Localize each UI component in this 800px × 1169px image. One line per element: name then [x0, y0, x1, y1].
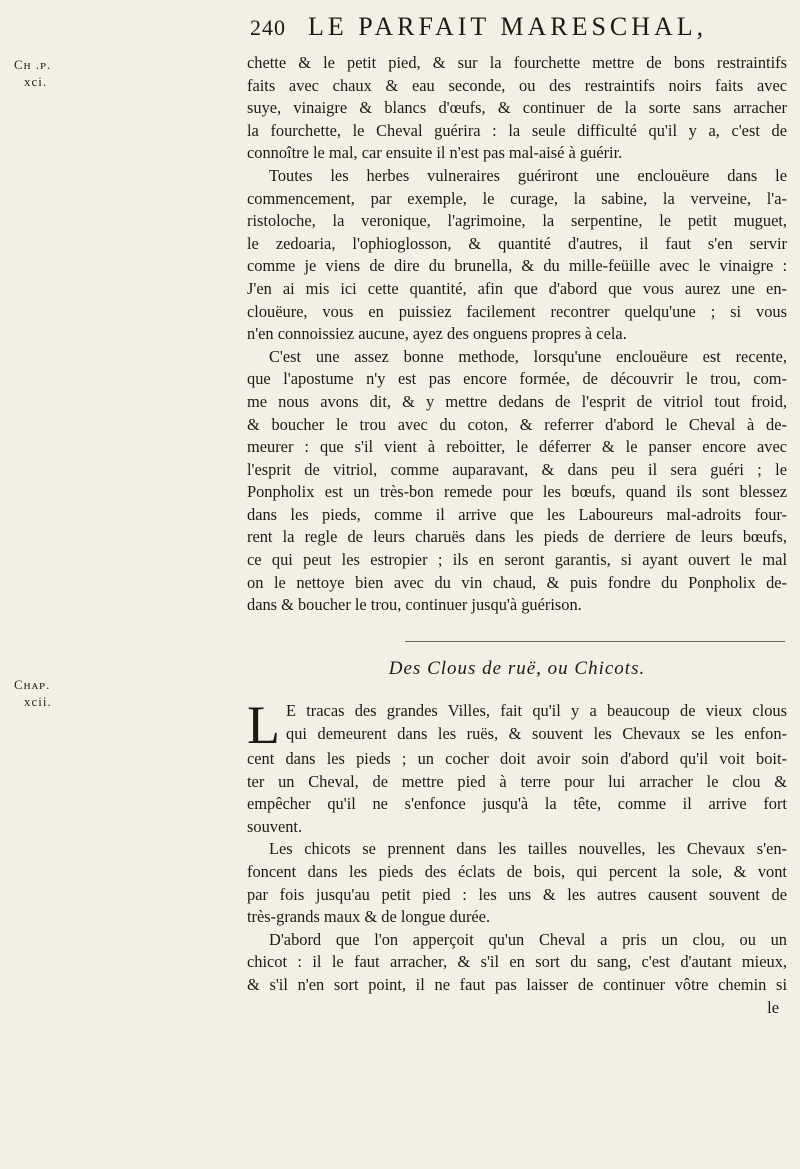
margin-note-chapter-92 — [14, 676, 52, 710]
text-line: chicot : il le faut arracher, & s'il en sort du sang, c'est d'autant mieux, — [247, 952, 787, 972]
text-line: rent la regle de leurs charuës dans les pieds de derriere de leurs bœufs, — [247, 527, 787, 547]
paragraph — [247, 52, 787, 165]
chapter-91-text — [247, 52, 787, 617]
text-line: C'est une assez bonne methode, lorsqu'une enclouëure est recente, — [269, 346, 787, 366]
text-line: Ponpholix est un très-bon remede pour les bœufs, quand ils sont blessez — [247, 482, 787, 502]
paragraph — [247, 165, 787, 346]
text-line: par fois jusqu'au petit pied : les uns & les autres causent souvent de — [247, 884, 787, 904]
text-line: suye, vinaigre & blancs d'œufs, & continuer de la sorte sans arracher — [247, 98, 787, 118]
text-line: empêcher qu'il ne s'enfonce jusqu'à la tête, comme il arrive fort — [247, 794, 787, 814]
section-divider — [405, 641, 785, 642]
text-line: E tracas des grandes Villes, fait qu'il y a beaucoup de vieux clous — [286, 701, 787, 720]
section-title: Des Clous de ruë, ou Chicots. — [388, 658, 646, 679]
text-line: comme je viens de dire du brunella, & du mille-feüille avec le vinaigre : — [247, 256, 787, 276]
running-title: LE PARFAIT MARESCHAL, — [308, 12, 708, 41]
text-line: souvent. — [247, 816, 303, 836]
text-line: très-grands maux & de longue durée. — [247, 907, 491, 927]
text-line: la fourchette, le Cheval guérira : la seule difficulté qu'il y a, c'est de — [247, 120, 787, 140]
text-line: cent dans les pieds ; un cocher doit avoir soin d'abord qu'il voit boit- — [247, 749, 787, 768]
text-line: Toutes les herbes vulneraires guériront une enclouëure dans le — [269, 165, 787, 185]
text-line: & boucher le trou avec du coton, & referrer d'abord le Cheval à de- — [247, 414, 787, 434]
margin-chap-label: Cʜᴀᴘ. — [14, 677, 51, 692]
text-line: ce qui peut les estropier ; ils en seront garantis, si ayant ouvert le mal — [247, 550, 787, 570]
margin-note-chapter-91 — [14, 56, 51, 90]
text-line: clouëure, vous en puissiez facilement recontrer quelqu'une ; si vous — [247, 301, 787, 321]
text-line: ter un Cheval, de mettre pied à terre pour lui arracher le clou & — [247, 771, 787, 791]
paragraph — [247, 695, 787, 838]
paragraph — [247, 346, 787, 617]
text-line: que l'apostume n'y est pas encore formée, de découvrir le trou, com- — [247, 369, 787, 389]
text-line: qui demeurent dans les ruës, & souvent les Chevaux se les enfon- — [286, 723, 787, 743]
text-line: on le nettoye bien avec du vin chaud, & puis fondre du Ponpholix de- — [247, 572, 787, 592]
text-line: meurer : que s'il vient à reboitter, le déferrer & le panser encore avec — [247, 437, 787, 457]
text-line: me nous avons dit, & y mettre dedans de l'esprit de vitriol tout froid, — [247, 391, 787, 411]
paragraph — [247, 929, 787, 997]
page-header — [250, 12, 770, 50]
text-line: l'esprit de vitriol, comme auparavant, & dans peu il sera guéri ; le — [247, 459, 787, 479]
text-line: n'en connoissiez aucune, ayez des onguens propres à cela. — [247, 324, 627, 344]
margin-chap-number: xci. — [24, 74, 48, 89]
text-line: faits avec chaux & eau seconde, ou des restraintifs noirs faits avec — [247, 75, 787, 95]
margin-chap-number: xcii. — [24, 694, 52, 709]
margin-chap-label: Cʜ .ᴘ. — [14, 57, 52, 72]
text-line: ristoloche, la veronique, l'agrimoine, la serpentine, le petit muguet, — [247, 211, 787, 231]
text-line: chette & le petit pied, & sur la fourchette mettre de bons restraintifs — [247, 53, 787, 72]
paragraph — [247, 838, 787, 928]
text-line: foncent dans les pieds des éclats de bois, qui percent la sole, & vont — [247, 861, 787, 881]
page-number: 240 — [250, 15, 286, 40]
text-line: D'abord que l'on apperçoit qu'un Cheval a pris un clou, ou un — [269, 929, 787, 949]
text-line: & s'il n'en sort point, il ne faut pas laisser de continuer vôtre chemin si — [247, 974, 787, 994]
text-line: J'en ai mis ici cette quantité, afin que d'abord que vous aurez une en- — [247, 278, 787, 298]
chapter-92-text — [247, 695, 787, 1019]
text-line: Les chicots se prennent dans les tailles nouvelles, les Chevaux s'en- — [269, 839, 787, 859]
text-line: dans & boucher le trou, continuer jusqu'à guérison. — [247, 595, 582, 615]
drop-cap: L — [247, 695, 280, 755]
text-line: dans les pieds, comme il arrive que les Laboureurs mal-adroits four- — [247, 504, 787, 524]
text-line: commencement, par exemple, le curage, la sabine, la verveine, l'a- — [247, 188, 787, 208]
text-line: le zedoaria, l'ophioglosson, & quantité d'autres, il faut s'en servir — [247, 233, 787, 253]
text-line: connoître le mal, car ensuite il n'est pas mal-aisé à guérir. — [247, 143, 623, 163]
catchword: le — [767, 997, 779, 1017]
